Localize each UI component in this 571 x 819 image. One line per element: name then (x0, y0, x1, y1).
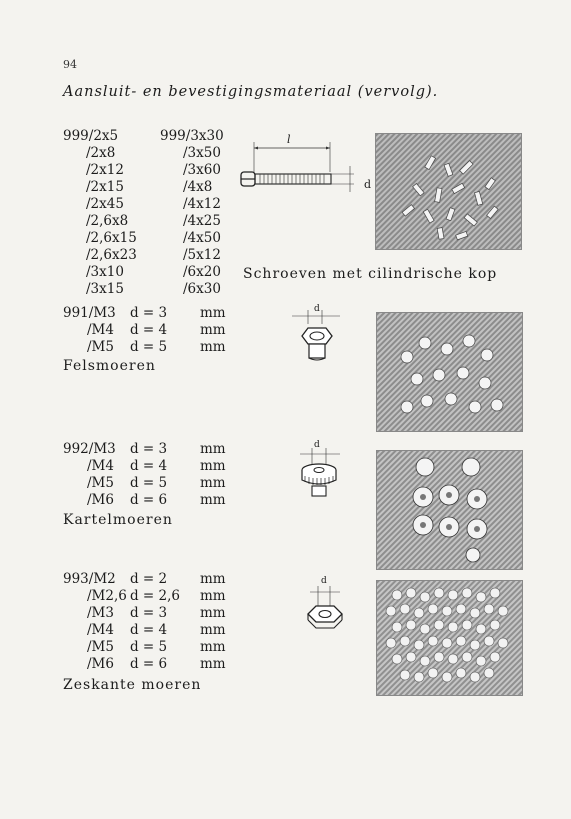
item-code: /M4 (87, 322, 114, 338)
dim-label-d: d (321, 576, 327, 586)
item-unit: mm (200, 605, 226, 621)
screw-size: /2,6x15 (86, 230, 137, 246)
item-code: /M5 (87, 339, 114, 355)
table-row (63, 322, 226, 339)
screw-size: /3x10 (86, 264, 124, 280)
felsmoeren-table (63, 305, 226, 356)
screw-sizes-col2 (160, 128, 224, 298)
page-title: Aansluit- en bevestigingsmateriaal (vervolg). (63, 84, 439, 100)
item-diameter: d = 6 (130, 656, 168, 672)
table-row (63, 492, 226, 509)
item-unit: mm (200, 441, 226, 457)
item-code: /M6 (87, 492, 114, 508)
screw-size: /2x45 (86, 196, 124, 212)
kartelmoer-diagram (292, 440, 352, 504)
screw-size: /4x8 (183, 179, 213, 195)
screw-size: /3x50 (183, 145, 221, 161)
felsmoeren-photo (376, 312, 523, 432)
dim-label-d: d (314, 304, 320, 314)
item-diameter: d = 5 (130, 639, 168, 655)
item-unit: mm (200, 622, 226, 638)
item-unit: mm (200, 639, 226, 655)
dim-label-d: d (364, 178, 372, 191)
screw-size: /3x15 (86, 281, 124, 297)
item-unit: mm (200, 588, 226, 604)
kartelmoeren-photo (376, 450, 523, 570)
table-row (63, 622, 226, 639)
kartelmoeren-caption: Kartelmoeren (63, 512, 173, 528)
screw-sizes-col1 (63, 128, 137, 298)
screw-size: /4x12 (183, 196, 221, 212)
table-row (63, 458, 226, 475)
item-unit: mm (200, 458, 226, 474)
screws-photo (375, 133, 522, 250)
item-diameter: d = 5 (130, 475, 168, 491)
item-diameter: d = 4 (130, 458, 168, 474)
item-unit: mm (200, 656, 226, 672)
item-unit: mm (200, 339, 226, 355)
screws-caption: Schroeven met cilindrische kop (243, 266, 498, 282)
item-diameter: d = 6 (130, 492, 168, 508)
item-diameter: d = 3 (130, 605, 168, 621)
item-code: /M4 (87, 458, 114, 474)
screw-size: /2,6x23 (86, 247, 137, 263)
table-row (63, 605, 226, 622)
item-code: /M5 (87, 475, 114, 491)
item-unit: mm (200, 322, 226, 338)
item-diameter: d = 2,6 (130, 588, 181, 604)
screw-size: /2,6x8 (86, 213, 129, 229)
dim-label-l: l (287, 133, 291, 146)
screw-size: /5x12 (183, 247, 221, 263)
screw-size: /6x20 (183, 264, 221, 280)
table-row (63, 441, 226, 458)
item-diameter: d = 4 (130, 322, 168, 338)
screw-size: 999/3x30 (160, 128, 224, 144)
screw-size: /2x15 (86, 179, 124, 195)
table-row (63, 339, 226, 356)
item-diameter: d = 5 (130, 339, 168, 355)
item-code: 993/M2 (63, 571, 116, 587)
screw-size: /2x8 (86, 145, 116, 161)
felsmoeren-caption: Felsmoeren (63, 358, 156, 374)
dim-label-d: d (314, 440, 320, 450)
table-row (63, 639, 226, 656)
screw-size: /3x60 (183, 162, 221, 178)
table-row (63, 656, 226, 673)
item-code: /M5 (87, 639, 114, 655)
screw-diagram (236, 128, 372, 200)
item-unit: mm (200, 492, 226, 508)
item-code: 992/M3 (63, 441, 116, 457)
item-diameter: d = 2 (130, 571, 168, 587)
item-code: /M3 (87, 605, 114, 621)
felsmoer-diagram (290, 304, 350, 370)
page-number: 94 (63, 58, 77, 71)
kartelmoeren-table (63, 441, 226, 509)
item-code: /M6 (87, 656, 114, 672)
item-code: 991/M3 (63, 305, 116, 321)
zeskant-caption: Zeskante moeren (63, 677, 202, 693)
screw-size: 999/2x5 (63, 128, 119, 144)
screw-size: /4x25 (183, 213, 221, 229)
table-row (63, 475, 226, 492)
item-unit: mm (200, 305, 226, 321)
zeskant-photo (376, 580, 523, 696)
screw-size: /6x30 (183, 281, 221, 297)
table-row (63, 305, 226, 322)
item-unit: mm (200, 571, 226, 587)
item-unit: mm (200, 475, 226, 491)
screw-size: /4x50 (183, 230, 221, 246)
table-row (63, 571, 226, 588)
item-diameter: d = 3 (130, 441, 168, 457)
table-row (63, 588, 226, 605)
item-diameter: d = 4 (130, 622, 168, 638)
zeskant-table (63, 571, 226, 673)
item-code: /M2,6 (87, 588, 127, 604)
screw-size: /2x12 (86, 162, 124, 178)
item-diameter: d = 3 (130, 305, 168, 321)
item-code: /M4 (87, 622, 114, 638)
